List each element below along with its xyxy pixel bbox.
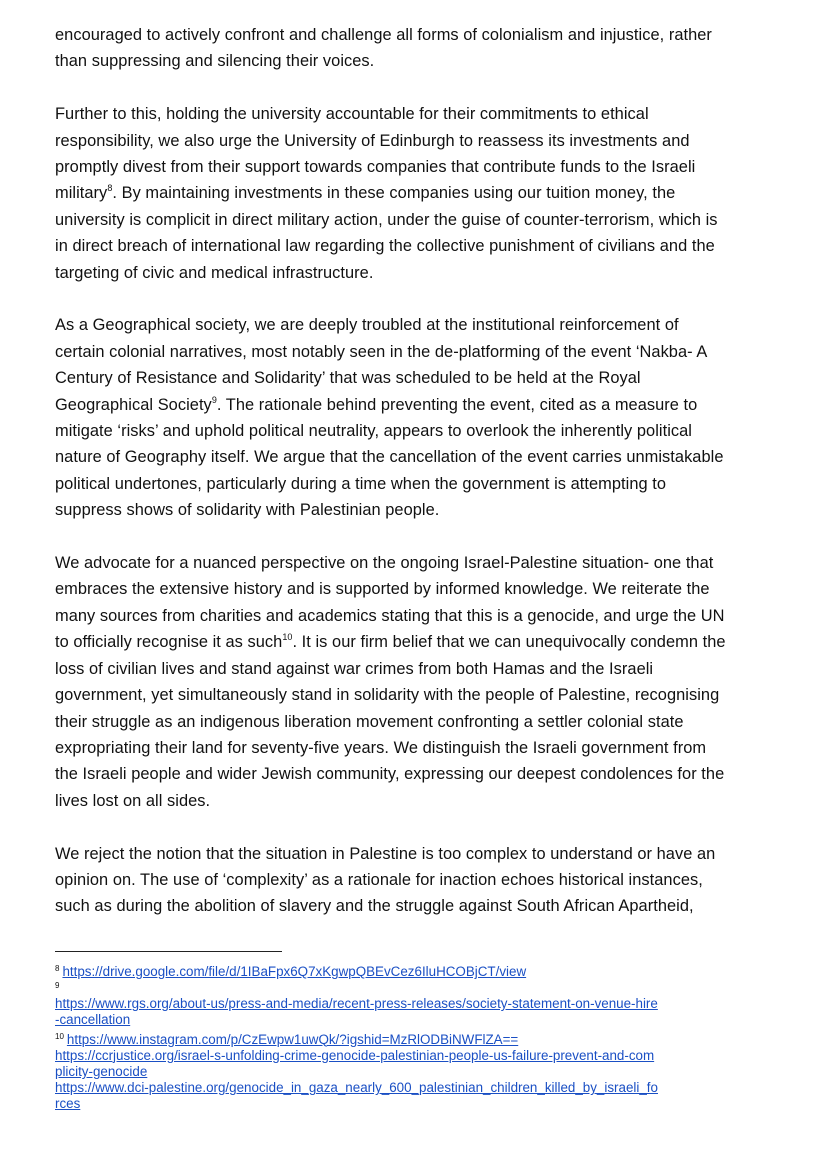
- text-line: responsibility, we also urge the University of Edinburgh to reassess its investments and: [55, 131, 690, 150]
- paragraph-4: [55, 550, 767, 814]
- footnote-link[interactable]: https://drive.google.com/file/d/1IBaFpx6Q7xKgwpQBEvCez6IluHCOBjCT/view: [62, 964, 527, 979]
- text-line: loss of civilian lives and stand against war crimes from both Hamas and the Israeli: [55, 659, 654, 678]
- paragraph-1: [55, 22, 767, 75]
- footnote-number: 9: [55, 981, 60, 991]
- footnote-10-link-3: [55, 1080, 775, 1096]
- footnotes-section: [55, 961, 775, 1113]
- text-line: We advocate for a nuanced perspective on the ongoing Israel-Palestine situation- one that: [55, 554, 714, 573]
- text-line: many sources from charities and academics stating that this is a genocide, and urge the UN: [55, 606, 725, 625]
- footnote-10-link-2-cont: [55, 1064, 775, 1080]
- text-fragment: . By maintaining investments in these companies using our tuition money, the: [112, 184, 676, 203]
- text-line: political undertones, particularly during a time when the government is attempting to: [55, 474, 667, 493]
- text-line: [55, 392, 767, 418]
- text-line: their struggle as an indigenous liberation movement confronting a settler colonial state: [55, 712, 684, 731]
- footnote-ref-9[interactable]: 9: [211, 394, 217, 405]
- footnote-link[interactable]: rces: [55, 1096, 81, 1112]
- footnote-10-link-2: [55, 1048, 775, 1064]
- footnote-number: 10: [55, 1031, 64, 1041]
- text-line: targeting of civic and medical infrastructure.: [55, 263, 374, 282]
- text-line: [55, 629, 767, 655]
- footnote-link[interactable]: https://www.rgs.org/about-us/press-and-media/recent-press-releases/society-statement-on-venue-hire: [55, 996, 658, 1012]
- text-line: than suppressing and silencing their voices.: [55, 52, 375, 71]
- text-line: Century of Resistance and Solidarity’ that was scheduled to be held at the Royal: [55, 369, 641, 388]
- text-line: such as during the abolition of slavery and the struggle against South African Apartheid,: [55, 897, 694, 916]
- text-fragment: . It is our firm belief that we can unequivocally condemn the: [292, 633, 726, 652]
- text-fragment: . The rationale behind preventing the event, cited as a measure to: [216, 395, 698, 414]
- footnote-8: [55, 961, 775, 980]
- text-line: government, yet simultaneously stand in solidarity with the people of Palestine, recognising: [55, 686, 720, 705]
- footnote-link[interactable]: -cancellation: [55, 1012, 131, 1028]
- text-line: expropriating their land for seventy-five years. We distinguish the Israeli government from: [55, 738, 707, 757]
- text-line: As a Geographical society, we are deeply troubled at the institutional reinforcement of: [55, 316, 679, 335]
- footnote-divider: [55, 951, 282, 952]
- footnote-link[interactable]: https://www.instagram.com/p/CzEwpw1uwQk/?igshid=MzRlODBiNWFlZA==: [66, 1031, 519, 1047]
- text-fragment: Geographical Society: [55, 395, 212, 414]
- text-fragment: to officially recognise it as such: [55, 633, 283, 652]
- text-line: mitigate ‘risks’ and uphold political neutrality, appears to overlook the inherently political: [55, 422, 692, 441]
- text-line: encouraged to actively confront and challenge all forms of colonialism and injustice, rather: [55, 26, 712, 44]
- text-line: opinion on. The use of ‘complexity’ as a rationale for inaction echoes historical instances,: [55, 870, 703, 889]
- text-line: embraces the extensive history and is supported by informed knowledge. We reiterate the: [55, 580, 710, 599]
- text-line: [55, 180, 767, 206]
- text-line: lives lost on all sides.: [55, 791, 211, 810]
- text-line: university is complicit in direct military action, under the guise of counter-terrorism, which is: [55, 210, 718, 229]
- document-body: [55, 22, 767, 946]
- paragraph-5: [55, 841, 767, 920]
- footnote-9-cont: [55, 1012, 775, 1028]
- footnote-link[interactable]: https://www.dci-palestine.org/genocide_in_gaza_nearly_600_palestinian_children_killed_by_israeli_fo: [55, 1080, 658, 1096]
- text-line: in direct breach of international law regarding the collective punishment of civilians and the: [55, 237, 715, 256]
- paragraph-3: [55, 312, 767, 523]
- text-line: Further to this, holding the university accountable for their commitments to ethical: [55, 105, 649, 124]
- text-line: suppress shows of solidarity with Palestinian people.: [55, 501, 440, 520]
- text-line: nature of Geography itself. We argue that the cancellation of the event carries unmistakable: [55, 448, 724, 467]
- text-line: the Israeli people and wider Jewish community, expressing our deepest condolences for the: [55, 765, 725, 784]
- text-line: certain colonial narratives, most notably seen in the de-platforming of the event ‘Nakba- A: [55, 342, 708, 361]
- footnote-link[interactable]: https://ccrjustice.org/israel-s-unfolding-crime-genocide-palestinian-people-us-failure-prevent-and-com: [55, 1047, 655, 1063]
- footnote-number: 8: [55, 964, 60, 973]
- footnote-ref-10[interactable]: 10: [282, 632, 293, 643]
- footnote-9: [55, 996, 775, 1012]
- text-fragment: military: [55, 184, 108, 203]
- paragraph-2: [55, 101, 767, 286]
- footnote-ref-8[interactable]: 8: [107, 183, 113, 194]
- text-line: We reject the notion that the situation in Palestine is too complex to understand or have an: [55, 844, 716, 863]
- text-line: promptly divest from their support towards companies that contribute funds to the Israeli: [55, 158, 696, 177]
- footnote-link[interactable]: plicity-genocide: [55, 1064, 148, 1080]
- footnote-10-link-3-cont: [55, 1096, 775, 1112]
- footnote-10: [55, 1029, 775, 1048]
